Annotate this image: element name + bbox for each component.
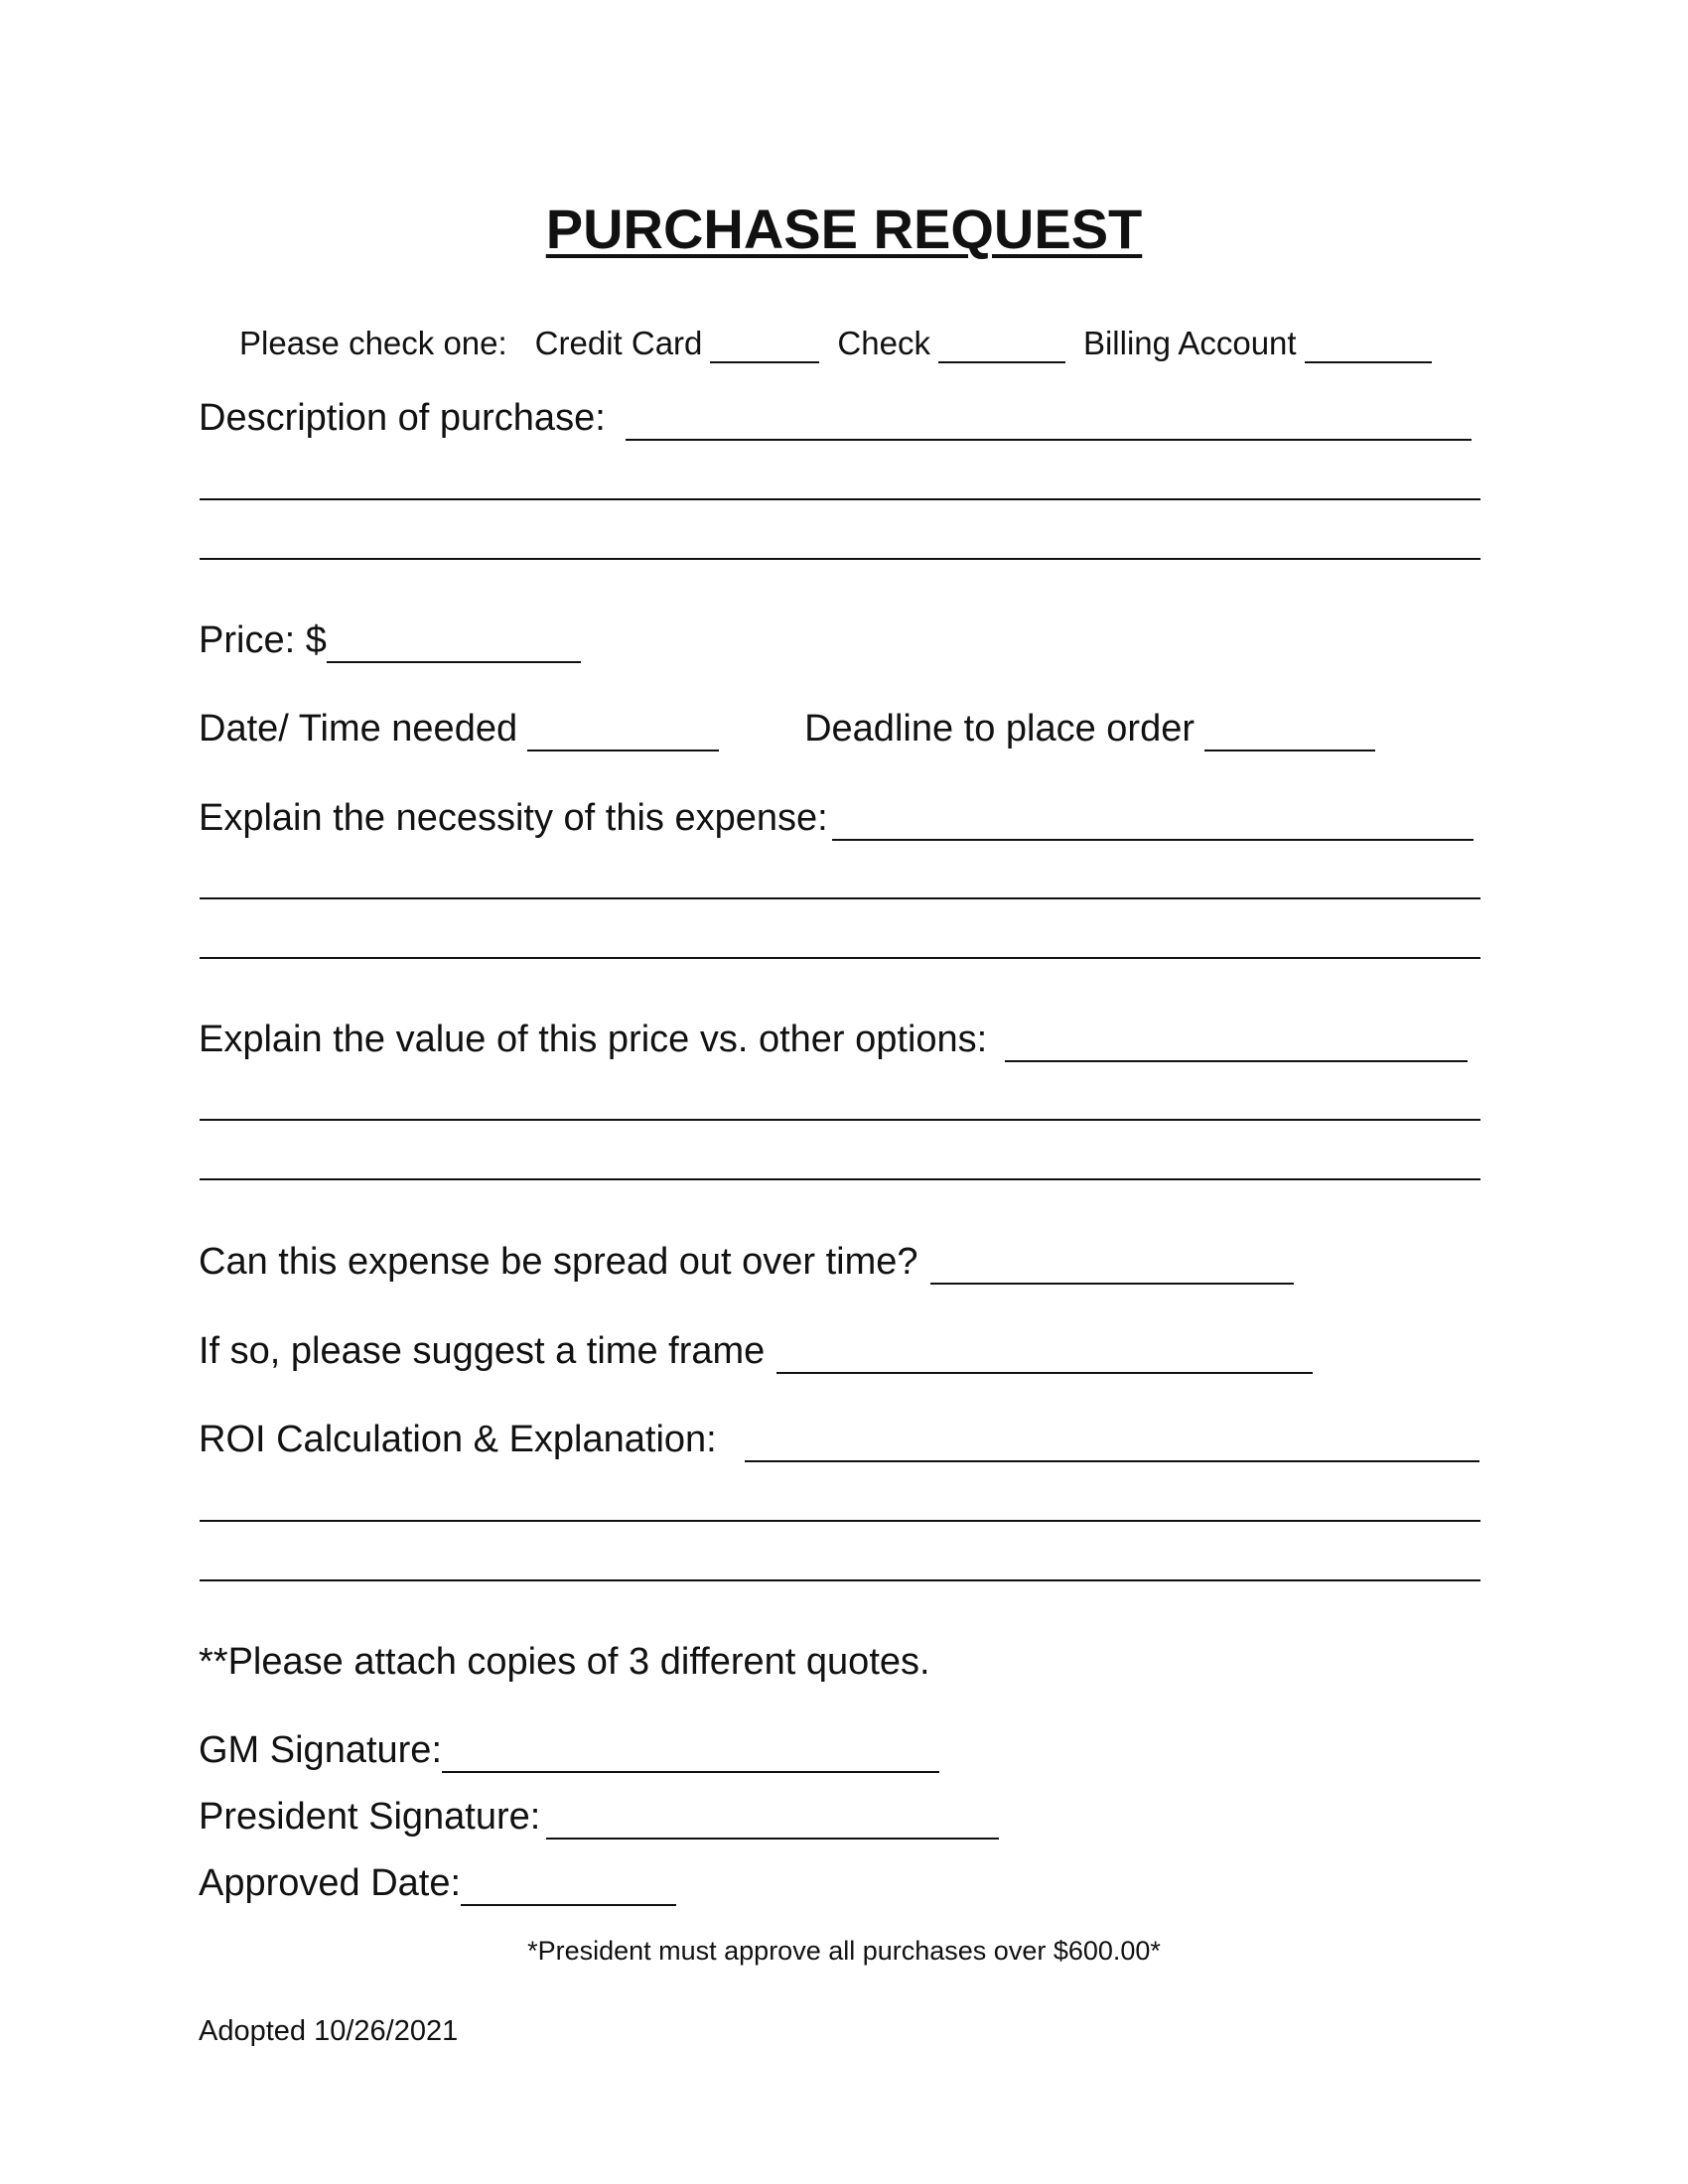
roi-label: ROI Calculation & Explanation: <box>199 1419 717 1460</box>
payment-option-credit-card-label: Credit Card <box>534 325 703 361</box>
payment-method-row <box>239 324 1432 363</box>
gm-signature-field[interactable] <box>442 1735 939 1773</box>
deadline-label: Deadline to place order <box>804 708 1196 750</box>
value-line-2[interactable] <box>200 1119 1480 1121</box>
description-row <box>199 395 1472 441</box>
time-frame-field[interactable] <box>776 1336 1313 1374</box>
adopted-date: Adopted 10/26/2021 <box>199 2015 459 2047</box>
quotes-note: **Please attach copies of 3 different quotes. <box>199 1641 930 1683</box>
price-label: Price: $ <box>199 619 327 661</box>
president-signature-field[interactable] <box>546 1802 999 1840</box>
value-field[interactable] <box>1005 1024 1468 1062</box>
price-field[interactable] <box>327 625 581 663</box>
value-line-3[interactable] <box>200 1178 1480 1180</box>
payment-option-check-label: Check <box>837 325 930 361</box>
description-line-2[interactable] <box>200 498 1480 500</box>
necessity-label: Explain the necessity of this expense: <box>199 797 828 839</box>
necessity-field[interactable] <box>832 803 1474 841</box>
deadline-field[interactable] <box>1204 714 1375 751</box>
approved-date-field[interactable] <box>461 1868 676 1906</box>
spread-out-label: Can this expense be spread out over time? <box>199 1241 918 1283</box>
time-frame-row <box>199 1328 1313 1374</box>
payment-option-check-field[interactable] <box>938 332 1065 363</box>
description-label: Description of purchase: <box>199 397 606 439</box>
roi-line-3[interactable] <box>200 1579 1480 1581</box>
form-title <box>0 197 1688 262</box>
value-row <box>199 1017 1468 1062</box>
quotes-note-row <box>199 1639 930 1685</box>
payment-option-billing-account-field[interactable] <box>1305 332 1432 363</box>
spread-out-field[interactable] <box>930 1247 1294 1285</box>
necessity-line-3[interactable] <box>200 957 1480 959</box>
date-time-needed-label: Date/ Time needed <box>199 708 518 750</box>
payment-prompt: Please check one: <box>239 325 507 361</box>
necessity-row <box>199 795 1474 841</box>
time-frame-label: If so, please suggest a time frame <box>199 1330 766 1372</box>
date-row <box>199 706 1375 751</box>
payment-option-billing-account-label: Billing Account <box>1082 325 1297 361</box>
date-time-needed-field[interactable] <box>527 714 719 751</box>
necessity-line-2[interactable] <box>200 897 1480 899</box>
gm-signature-row <box>199 1727 939 1773</box>
value-label: Explain the value of this price vs. other options: <box>199 1019 988 1060</box>
payment-option-credit-card-field[interactable] <box>710 332 819 363</box>
approval-note: *President must approve all purchases over $600.00* <box>527 1936 1161 1966</box>
approved-date-label: Approved Date: <box>199 1862 462 1904</box>
description-line-3[interactable] <box>200 558 1480 560</box>
description-field[interactable] <box>626 403 1472 441</box>
spread-out-row <box>199 1239 1294 1285</box>
roi-line-2[interactable] <box>200 1520 1480 1522</box>
approved-date-row <box>199 1860 676 1906</box>
price-row <box>199 617 581 663</box>
roi-field[interactable] <box>745 1425 1479 1462</box>
roi-row <box>199 1417 1479 1462</box>
president-signature-row <box>199 1794 999 1840</box>
president-signature-label: President Signature: <box>199 1796 541 1838</box>
form-title-text: PURCHASE REQUEST <box>545 198 1143 260</box>
gm-signature-label: GM Signature: <box>199 1729 442 1771</box>
